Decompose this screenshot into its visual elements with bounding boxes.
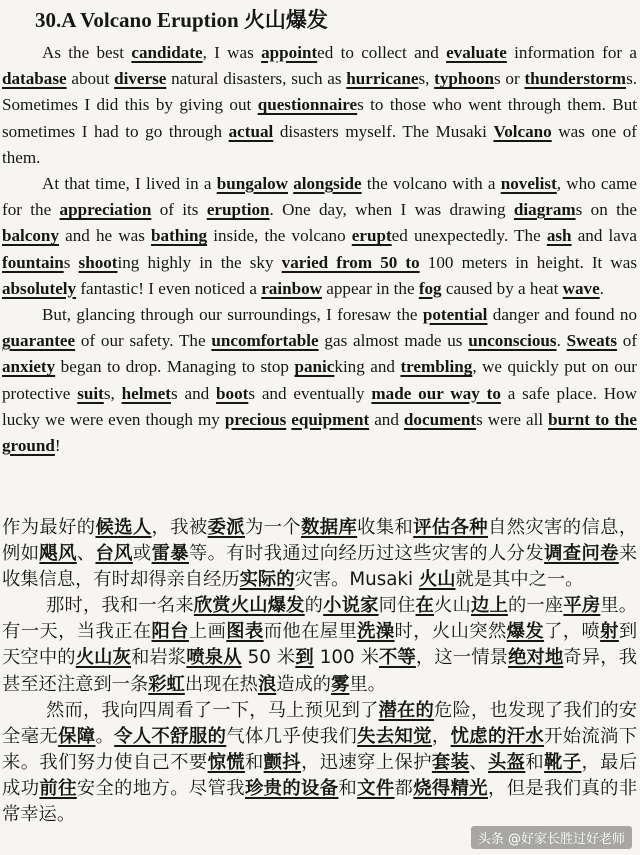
text-run: natural disasters, such as: [166, 69, 347, 89]
keyword: 飓风: [39, 543, 77, 565]
keyword: typhoon: [434, 69, 495, 89]
text-run: information for a: [506, 43, 638, 62]
keyword: 台风: [95, 543, 133, 565]
text-run: s or: [494, 69, 525, 89]
keyword: erupt: [351, 226, 392, 246]
keyword: 实际的: [239, 569, 295, 591]
keyword: helmet: [121, 383, 171, 403]
keyword: 颤抖: [263, 751, 302, 773]
text-run: ing highly in the sky: [117, 252, 282, 272]
text-run: 就是其中之一。: [455, 569, 584, 591]
text-run: and lava: [571, 226, 637, 246]
keyword: unconscious: [468, 331, 557, 351]
keyword: novelist: [500, 174, 557, 194]
text-run: a safe place. How lucky we were even though my: [2, 383, 637, 429]
text-run: about: [66, 69, 115, 89]
text-run: began to drop. Managing to stop: [55, 357, 295, 377]
text-run: danger and found no: [487, 305, 637, 325]
text-run: disasters myself. The Musaki: [273, 121, 494, 141]
keyword: 在: [415, 595, 435, 617]
keyword: anxiety: [2, 357, 56, 377]
keyword: diagram: [513, 200, 576, 220]
keyword: 评估各种: [413, 517, 488, 538]
keyword: 潜在的: [378, 699, 434, 721]
text-run: 和: [338, 777, 358, 799]
keyword: 浪: [257, 673, 277, 695]
text-run: 而他在屋里: [263, 621, 358, 643]
keyword: balcony: [2, 226, 59, 246]
keyword: 欣赏火山爆发: [193, 595, 305, 617]
text-run: 出现在热: [184, 673, 258, 695]
keyword: 喷泉从: [186, 647, 242, 669]
text-run: 了，喷: [544, 621, 601, 643]
keyword: 候选人: [95, 517, 152, 538]
text-run: 的一座: [507, 595, 564, 617]
keyword: thunderstorm: [524, 69, 627, 89]
text-run: was one of them.: [2, 121, 638, 167]
keyword: 头盔: [487, 751, 526, 773]
keyword: appoint: [261, 43, 318, 62]
text-run: s. Sometimes I did this by giving out: [2, 69, 637, 115]
keyword: database: [2, 69, 67, 89]
keyword: fountain: [2, 252, 64, 272]
keyword: eruption: [206, 200, 270, 220]
text-run: ，迅速穿上保护: [301, 751, 432, 773]
text-run: At that time, I lived in a: [42, 174, 217, 194]
keyword: 阳台: [151, 621, 189, 643]
keyword: 套装: [431, 751, 470, 773]
english-paragraph-1: [2, 40, 637, 171]
keyword: 失去知觉: [357, 725, 432, 747]
text-run: 来收集信息，有时却得亲自经历: [2, 543, 638, 591]
text-run: As the best: [42, 43, 132, 62]
keyword: 射: [600, 621, 619, 643]
text-run: 开始流淌下来。我们努力使自己不要: [2, 725, 638, 773]
text-run: 自然灾害的信息，例如: [2, 517, 638, 565]
watermark: 头条 @好家长胜过好老师: [471, 826, 632, 849]
keyword: suit: [77, 383, 104, 403]
text-run: 那时，我和一名来: [46, 595, 194, 617]
keyword: document: [403, 409, 477, 429]
text-run: 火山: [434, 595, 471, 617]
text-run: caused by a heat: [441, 278, 563, 298]
text-run: 奇异，我甚至还注意到一条: [2, 647, 637, 695]
text-run: 的: [304, 595, 324, 617]
text-run: ，我被: [151, 517, 208, 538]
text-run: 到天空中的: [2, 621, 638, 669]
keyword: 烧得精光: [413, 777, 488, 799]
keyword: potential: [422, 305, 488, 325]
keyword: rainbow: [261, 278, 322, 298]
text-run: ，这一情景: [415, 647, 509, 669]
text-run: 里。: [349, 673, 386, 695]
text-run: , who came for the: [2, 174, 637, 220]
text-run: and: [369, 409, 404, 429]
english-text: [2, 40, 637, 459]
text-run: s,: [103, 383, 122, 403]
keyword: 小说家: [323, 595, 379, 617]
keyword: 彩虹: [148, 673, 185, 695]
keyword: bathing: [151, 226, 208, 246]
text-run: 和: [244, 751, 264, 773]
text-run: 危险，也发现了我们的安全毫无: [2, 699, 638, 747]
text-run: s,: [418, 69, 435, 89]
text-run: 。: [95, 725, 115, 747]
english-paragraph-2: [2, 171, 637, 302]
text-run: 灾害。Musaki: [294, 569, 419, 591]
chinese-paragraph-1: [2, 515, 637, 593]
keyword: made our way to: [371, 383, 501, 403]
text-run: 同住: [378, 595, 416, 617]
english-paragraph-3: [2, 302, 637, 459]
keyword: alongside: [293, 174, 362, 194]
text-run: and he was: [59, 226, 152, 246]
keyword: 数据库: [301, 517, 358, 538]
text-run: 安全的地方。尽管我: [76, 777, 245, 799]
keyword: 忧虑的汗水: [450, 725, 545, 747]
text-run: s: [63, 252, 79, 272]
keyword: 到: [295, 647, 314, 669]
keyword: actual: [228, 121, 274, 141]
keyword: ash: [546, 226, 572, 246]
keyword: precious: [224, 409, 287, 429]
text-run: 和岩浆: [131, 647, 187, 669]
keyword: absolutely: [2, 278, 77, 298]
text-run: of its: [151, 200, 207, 220]
keyword: 前往: [39, 777, 77, 799]
text-run: fantastic! I even noticed a: [76, 278, 262, 298]
text-run: 等。有时我通过向经历过这些灾害的人分发: [188, 543, 545, 565]
keyword: boot: [216, 383, 249, 403]
keyword: fog: [418, 278, 442, 298]
text-run: 作为最好的: [2, 517, 96, 538]
keyword: 令人不舒服的: [114, 725, 227, 747]
text-run: .: [556, 331, 567, 351]
keyword: 调查问卷: [544, 543, 619, 565]
keyword: 平房: [563, 595, 601, 617]
text-run: of: [616, 331, 638, 351]
chinese-paragraph-3: [2, 698, 637, 828]
text-run: inside, the volcano: [207, 226, 352, 246]
text-run: s and eventually: [248, 383, 372, 403]
keyword: equipment: [291, 409, 370, 429]
keyword: 委派: [207, 517, 245, 538]
text-run: ed to collect and: [317, 43, 447, 62]
text-run: 100 米: [313, 647, 380, 669]
text-run: 里。有一天，当我正在: [2, 595, 638, 643]
text-run: s to those who went through them. But sometimes I had to go through: [2, 95, 637, 141]
keyword: wave: [562, 278, 600, 298]
keyword: varied from 50 to: [281, 252, 420, 272]
text-run: 50 米: [241, 647, 296, 669]
keyword: 边上: [470, 595, 508, 617]
keyword: questionnaire: [257, 95, 358, 115]
keyword: diverse: [114, 69, 167, 89]
text-run: ，: [431, 725, 451, 747]
keyword: appreciation: [59, 200, 152, 220]
keyword: Sweats: [566, 331, 617, 351]
text-run: s were all: [476, 409, 549, 429]
document-title: 30.A Volcano Eruption 火山爆发: [35, 8, 328, 32]
text-run: s and: [170, 383, 217, 403]
text-run: 收集和: [357, 517, 414, 538]
text-run: , we quickly put on our protective: [2, 357, 637, 403]
keyword: burnt to the ground: [2, 409, 637, 456]
text-run: 造成的: [276, 673, 332, 695]
keyword: bungalow: [216, 174, 288, 194]
text-run: 都: [394, 777, 414, 799]
text-run: ed unexpectedly. The: [391, 226, 547, 246]
text-run: 或: [132, 543, 152, 565]
chinese-translation: [2, 515, 637, 828]
keyword: 雷暴: [151, 543, 189, 565]
text-run: .: [599, 278, 604, 298]
text-run: ，最后成功: [2, 751, 638, 799]
text-run: , I was: [202, 43, 262, 62]
text-run: appear in the: [321, 278, 419, 298]
keyword: hurricane: [346, 69, 419, 89]
text-run: 为一个: [245, 517, 302, 538]
text-run: s on the: [575, 200, 637, 220]
keyword: 绝对地: [508, 647, 564, 669]
keyword: 雾: [331, 673, 350, 695]
text-run: 时，火山突然: [394, 621, 507, 643]
text-run: 、: [76, 543, 96, 565]
text-run: ，但是我们真的非常幸运。: [2, 777, 638, 826]
text-run: king and: [334, 357, 401, 377]
keyword: evaluate: [446, 43, 507, 62]
keyword: 火山灰: [75, 647, 132, 669]
keyword: shoot: [78, 252, 118, 272]
keyword: 洗澡: [357, 621, 395, 643]
text-run: the volcano with a: [361, 174, 501, 194]
keyword: guarantee: [2, 331, 76, 351]
keyword: uncomfortable: [211, 331, 319, 351]
text-run: 100 meters in height. It was: [419, 252, 638, 272]
text-run: 、: [469, 751, 488, 773]
keyword: Volcano: [493, 121, 552, 141]
keyword: 图表: [226, 621, 264, 643]
keyword: candidate: [131, 43, 203, 62]
keyword: trembling: [400, 357, 473, 377]
keyword: 保障: [58, 725, 96, 747]
keyword: 不等: [379, 647, 416, 669]
text-run: . One day, when I was drawing: [269, 200, 514, 220]
keyword: 惊慌: [207, 751, 245, 773]
keyword: 爆发: [506, 621, 545, 643]
text-run: !: [54, 436, 61, 456]
text-run: 和: [525, 751, 545, 773]
keyword: 火山: [418, 569, 456, 591]
text-run: 然而，我向四周看了一下，马上预见到了: [46, 699, 379, 721]
text-run: of our safety. The: [75, 331, 212, 351]
keyword: 靴子: [544, 751, 582, 773]
text-run: 上画: [188, 621, 227, 643]
text-run: 气体几乎使我们: [226, 725, 358, 747]
text-run: gas almost made us: [318, 331, 469, 351]
keyword: 文件: [357, 777, 395, 799]
text-run: But, glancing through our surroundings, I foresaw the: [42, 305, 423, 325]
keyword: panic: [294, 357, 335, 377]
keyword: 珍贵的设备: [244, 777, 339, 799]
chinese-paragraph-2: [2, 593, 637, 697]
